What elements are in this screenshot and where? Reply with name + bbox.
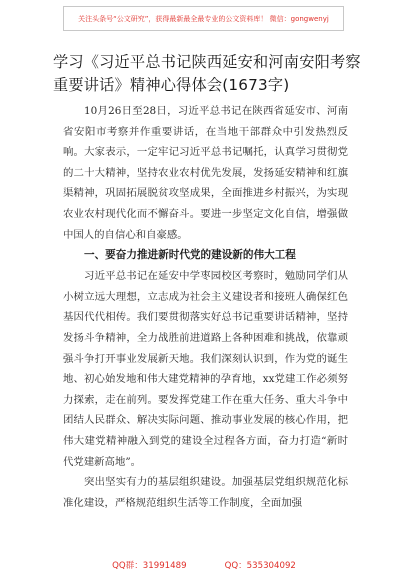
top-banner	[63, 6, 344, 31]
qq-group-number: QQ群：31991489	[112, 561, 187, 571]
section-heading: 一、要奋力推进新时代党的建设新的伟大工程	[84, 249, 296, 262]
qq-number: QQ：535304092	[224, 561, 296, 571]
intro-paragraph: 10月26日至28日，习近平总书记在陕西省延安市、河南省安阳市考察并作重要讲话，在当地干部群众中引发热烈反响。大家表示，一定牢记习近平总书记嘱托，认真学习贯彻党的二十大精神，坚持农业农村优先发展，发扬延安精神和红旗渠精神，巩固拓展脱贫攻坚成果，全面推进乡村振兴，为实现农业农村现代化而不懈奋斗。要进一步坚定文化自信，增强做中国人的自信心和自豪感。	[63, 105, 348, 241]
banner-text: 关注头条号“公文研究”，获得最新最全最专业的公文资料库！ 微信：gongwenyj	[78, 14, 329, 23]
footer-contacts	[0, 559, 408, 571]
body-paragraph: 习近平总书记在延安中学枣园校区考察时，勉励同学们从小树立远大理想，立志成为社会主义建设者和接班人确保红色基因代代相传。我们要贯彻落实好总书记重要讲话精神，坚持发扬斗争精神，全力战胜前进道路上各种困难和挑战，依靠顽强斗争打开事业发展新天地。我们深刻认识到，作为党的诞生地、初心始发地和伟大建党精神的孕育地，xx党建工作必须努力探索，走在前列。要发挥党建工作在重大任务、重大斗争中团结人民群众、解决实际问题、推动事业发展的核心作用，把伟大建党精神融入到党的建设全过程各方面，奋力打造“新时代党建新高地”。	[63, 270, 348, 468]
document-body	[63, 101, 348, 513]
document-title: 学习《习近平总书记陕西延安和河南安阳考察重要讲话》精神心得体会(1673字)	[53, 53, 361, 94]
body-paragraph-continued: 突出坚实有力的基层组织建设。加强基层党组织规范化标准化建设，严格规范组织生活等工作制度，全面加强	[63, 476, 348, 509]
